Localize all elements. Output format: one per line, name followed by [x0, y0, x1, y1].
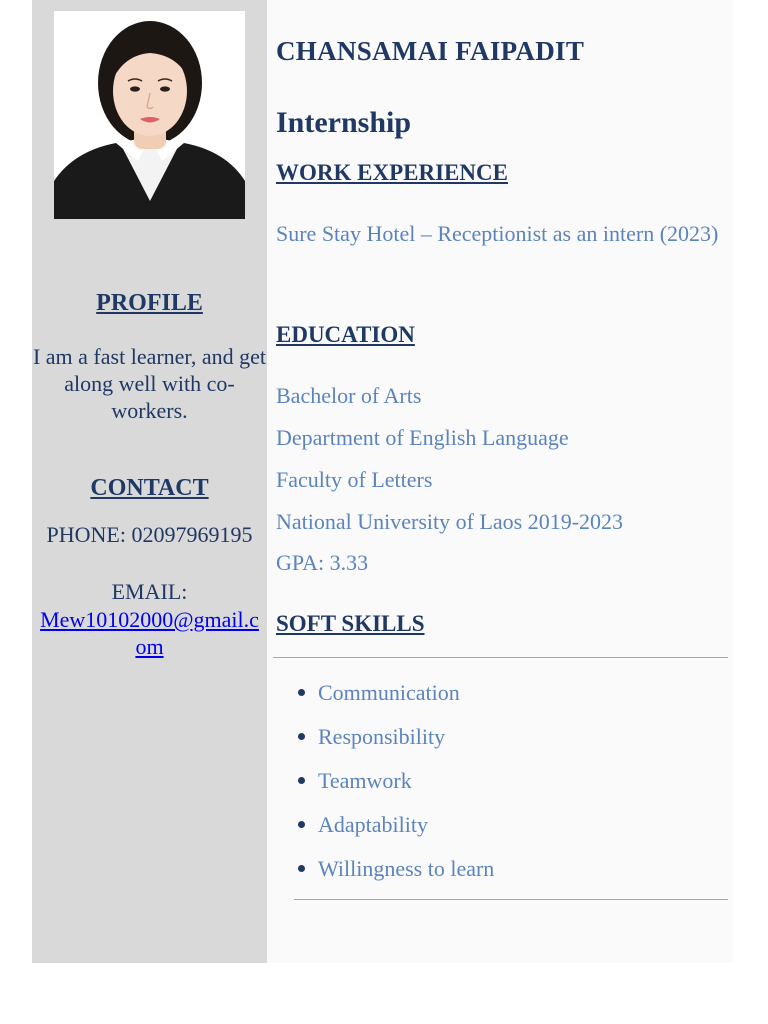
list-item: Adaptability: [295, 806, 494, 850]
list-item: Willingness to learn: [295, 850, 494, 894]
email-link[interactable]: Mew10102000@gmail.com: [40, 607, 259, 659]
profile-photo: [54, 11, 245, 219]
phone-number: PHONE: 02097969195: [46, 522, 253, 547]
education-gpa: GPA: 3.33: [276, 550, 369, 575]
bullet-icon: [298, 733, 305, 740]
education-faculty: Faculty of Letters: [276, 467, 433, 492]
email-label: EMAIL:: [111, 579, 188, 604]
soft-skills-list: [295, 674, 494, 894]
work-experience-heading: WORK EXPERIENCE: [276, 160, 508, 185]
list-item: Responsibility: [295, 718, 494, 762]
profile-text: I am a fast learner, and get along well with co-workers.: [32, 344, 267, 423]
bullet-icon: [298, 865, 305, 872]
divider-top: [273, 657, 728, 658]
list-item: Communication: [295, 674, 494, 718]
profile-heading: PROFILE: [96, 290, 203, 316]
contact-heading: CONTACT: [90, 475, 209, 501]
main-content: [267, 0, 733, 963]
position-title: Internship: [276, 106, 412, 139]
work-experience-entry: Sure Stay Hotel – Receptionist as an intern (2023): [276, 221, 719, 246]
bullet-icon: [298, 821, 305, 828]
education-department: Department of English Language: [276, 425, 569, 450]
bullet-icon: [298, 777, 305, 784]
soft-skills-heading: SOFT SKILLS: [276, 611, 425, 636]
candidate-name: CHANSAMAI FAIPADIT: [276, 36, 585, 66]
list-item: Teamwork: [295, 762, 494, 806]
divider-bottom: [294, 899, 728, 900]
education-heading: EDUCATION: [276, 322, 415, 347]
education-degree: Bachelor of Arts: [276, 383, 422, 408]
bullet-icon: [298, 689, 305, 696]
sidebar: [32, 0, 267, 963]
education-university: National University of Laos 2019-2023: [276, 509, 624, 534]
